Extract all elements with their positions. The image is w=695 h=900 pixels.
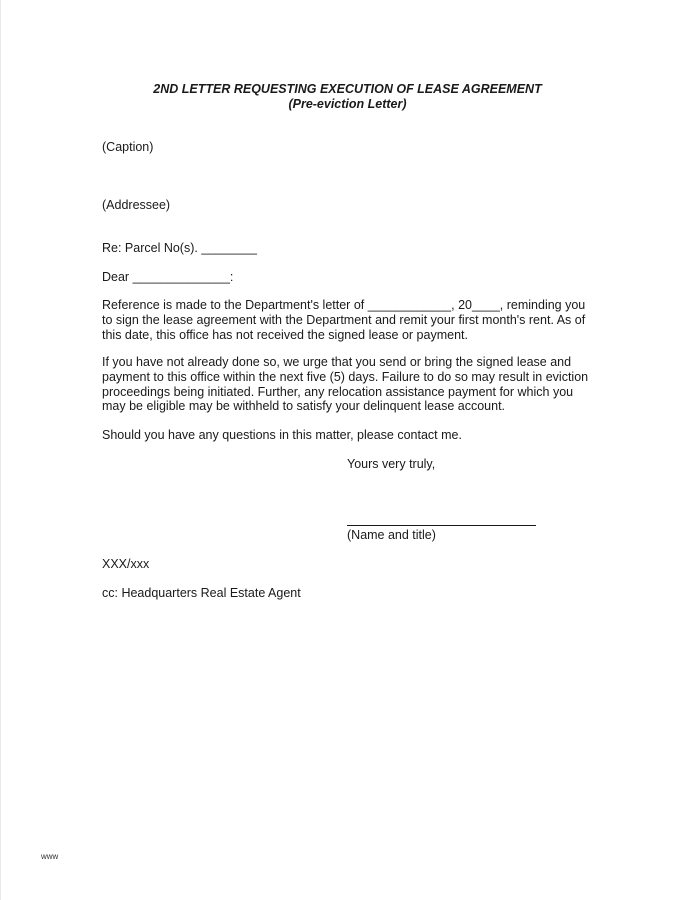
initials: XXX/xxx [102,557,150,571]
addressee-placeholder: (Addressee) [102,198,171,212]
paragraph-line: Reference is made to the Department's letter of ____________, 20____, reminding you [102,298,586,312]
name-title-placeholder: (Name and title) [347,528,436,542]
letter-subtitle: (Pre-eviction Letter) [288,97,407,111]
footer-watermark: www [41,852,59,861]
caption-placeholder: (Caption) [102,140,154,154]
paragraph-reference [102,298,602,342]
closing: Yours very truly, [347,457,436,471]
paragraph-line: this date, this office has not received the signed lease or payment. [102,327,468,342]
letter-heading [0,82,695,112]
signature-line [347,525,536,526]
salutation: Dear ______________: [102,270,234,284]
paragraph-line: If you have not already done so, we urge that you send or bring the signed lease and [102,355,572,369]
page-edge [0,0,1,900]
letter-title: 2ND LETTER REQUESTING EXECUTION OF LEASE AGREEMENT [153,82,542,96]
paragraph-line: proceedings being initiated. Further, any relocation assistance payment for which you [102,384,574,399]
paragraph-line: payment to this office within the next five (5) days. Failure to do so may result in eviction [102,369,589,384]
paragraph-line: may be eligible may be withheld to satisfy your delinquent lease account. [102,399,506,414]
paragraph-line: to sign the lease agreement with the Department and remit your first month's rent. As of [102,312,586,327]
cc-line: cc: Headquarters Real Estate Agent [102,586,301,600]
paragraph-questions: Should you have any questions in this matter, please contact me. [102,428,462,442]
re-line: Re: Parcel No(s). ________ [102,241,257,255]
paragraph-urge [102,355,602,414]
